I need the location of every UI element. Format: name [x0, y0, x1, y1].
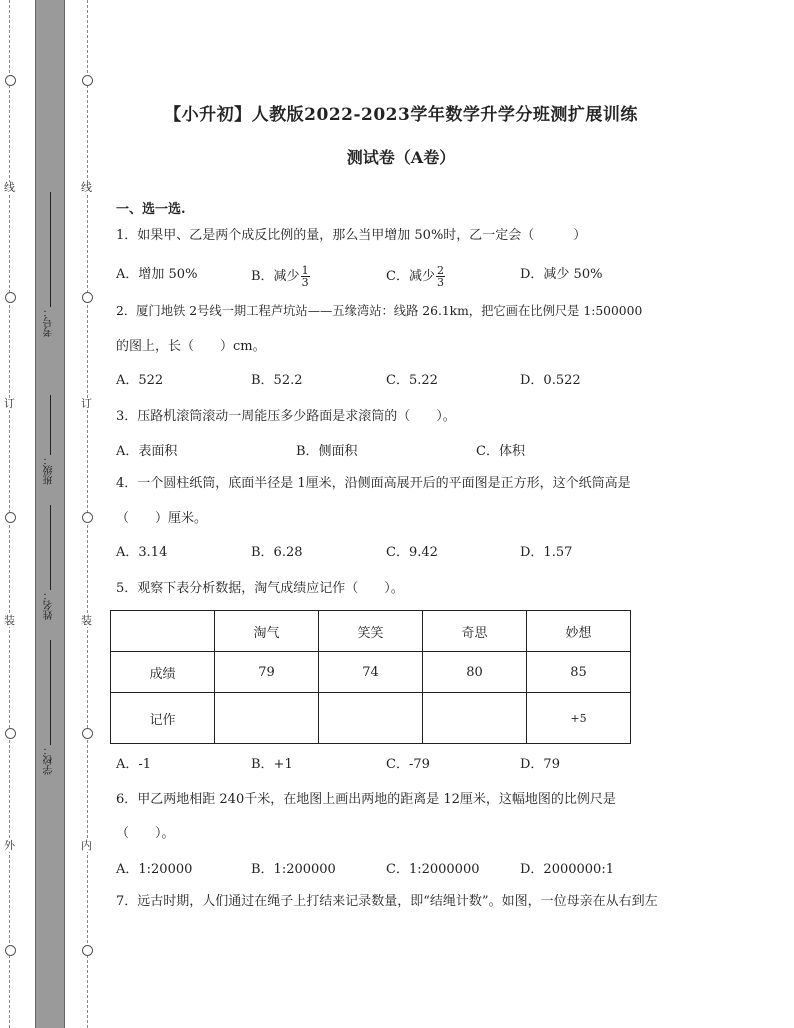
fraction-numerator: 2	[436, 264, 444, 277]
table-cell: +5	[527, 693, 631, 744]
binding-hole	[5, 75, 16, 86]
option-d[interactable]: D．1.57	[520, 545, 573, 560]
exam-subtitle: 测试卷（A卷）	[346, 148, 456, 167]
option-d[interactable]: D．减少 50%	[520, 267, 603, 282]
option-a[interactable]: A．522	[116, 373, 164, 388]
question-1: 1．如果甲、乙是两个成反比例的量，那么当甲增加 50%时，乙一定会（ ）	[116, 228, 587, 243]
table-cell	[423, 693, 527, 744]
binding-hole	[5, 945, 16, 956]
option-b[interactable]: B．+1	[251, 757, 293, 772]
section-heading: 一、选一选.	[116, 202, 186, 217]
question-2-options	[116, 371, 686, 391]
class-field[interactable]	[40, 395, 60, 485]
binding-margin	[0, 0, 100, 1028]
school-field[interactable]	[40, 640, 60, 775]
binding-hole	[82, 512, 93, 523]
binding-hole	[82, 728, 93, 739]
fraction-denominator: 3	[436, 276, 444, 289]
fraction-two-thirds	[436, 265, 445, 288]
option-b[interactable]: B．6.28	[251, 545, 303, 560]
table-cell: 记作	[111, 693, 215, 744]
table-header-cell	[111, 611, 215, 652]
name-underline	[50, 505, 51, 590]
question-4-options	[116, 543, 686, 563]
option-d[interactable]: D．0.522	[520, 373, 581, 388]
table-row	[111, 652, 631, 693]
margin-char-bind: 装	[81, 614, 92, 627]
question-3: 3．压路机滚筒滚动一周能压多少路面是求滚筒的（ ）。	[116, 409, 456, 424]
school-label: 学校：	[44, 745, 55, 775]
exam-title: 【小升初】人教版2022-2023学年数学升学分班测扩展训练	[164, 105, 638, 125]
table-header-cell: 妙想	[527, 611, 631, 652]
question-4-continued: （ ）厘米。	[116, 511, 208, 526]
table-header-cell: 奇思	[423, 611, 527, 652]
question-6-options	[116, 860, 686, 880]
binding-hole	[5, 728, 16, 739]
school-underline	[50, 640, 51, 745]
question-6: 6．甲乙两地相距 240千米，在地图上画出两地的距离是 12厘米，这幅地图的比例尺是	[116, 792, 616, 807]
option-a[interactable]: A．增加 50%	[116, 267, 198, 282]
table-cell: 74	[319, 652, 423, 693]
question-1-options	[116, 264, 686, 289]
option-b[interactable]	[251, 265, 310, 288]
question-4: 4．一个圆柱纸筒，底面半径是 1厘米，沿侧面高展开后的平面图是正方形，这个纸筒高是	[116, 476, 631, 491]
margin-char-line: 线	[4, 181, 15, 194]
question-2: 2．厦门地铁 2号线一期工程芦坑站——五缘湾站：线路 26.1km，把它画在比例尺是 1:500000	[116, 304, 643, 318]
option-c[interactable]: C．体积	[476, 444, 525, 459]
margin-char-order: 订	[4, 397, 15, 410]
margin-char-outer: 外	[4, 839, 15, 852]
student-id-field[interactable]	[40, 192, 60, 337]
option-b[interactable]: B．1:200000	[251, 862, 336, 877]
student-id-underline	[50, 192, 51, 307]
class-underline	[50, 395, 51, 455]
question-5: 5．观察下表分析数据，淘气成绩应记作（ ）。	[116, 581, 404, 596]
name-label: 姓名：	[44, 590, 55, 620]
question-6-continued: （ ）。	[116, 826, 175, 841]
question-7: 7．远古时期，人们通过在绳子上打结来记录数量，即“结绳计数”。如图，一位母亲在从右到左	[116, 894, 658, 909]
table-header-cell: 淘气	[215, 611, 319, 652]
score-table	[110, 610, 631, 744]
margin-char-inner: 内	[81, 839, 92, 852]
option-a[interactable]: A．1:20000	[116, 862, 193, 877]
name-field[interactable]	[40, 505, 60, 620]
table-cell: 79	[215, 652, 319, 693]
student-id-label: 考号：	[44, 307, 55, 337]
table-cell: 80	[423, 652, 527, 693]
option-d[interactable]: D．79	[520, 757, 560, 772]
option-d[interactable]: D．2000000:1	[520, 862, 614, 877]
option-c[interactable]: C．1:2000000	[386, 862, 480, 877]
question-2-continued: 的图上，长（ ）cm。	[116, 339, 266, 354]
option-a[interactable]: A．-1	[116, 757, 152, 772]
fraction-one-third	[301, 265, 310, 288]
option-c[interactable]	[386, 265, 445, 288]
option-c-text: C．减少	[386, 269, 435, 284]
table-row	[111, 693, 631, 744]
option-c[interactable]: C．5.22	[386, 373, 438, 388]
option-b[interactable]: B．侧面积	[296, 444, 358, 459]
table-header-row	[111, 611, 631, 652]
table-cell: 成绩	[111, 652, 215, 693]
question-3-options	[116, 442, 686, 462]
table-cell	[319, 693, 423, 744]
option-a[interactable]: A．表面积	[116, 444, 178, 459]
binding-hole	[82, 75, 93, 86]
binding-hole	[5, 512, 16, 523]
table-header-cell: 笑笑	[319, 611, 423, 652]
margin-char-bind: 装	[4, 614, 15, 627]
option-b[interactable]: B．52.2	[251, 373, 303, 388]
binding-hole	[82, 292, 93, 303]
class-label: 班级：	[44, 455, 55, 485]
margin-char-order: 订	[81, 397, 92, 410]
table-cell: 85	[527, 652, 631, 693]
fraction-denominator: 3	[301, 276, 309, 289]
option-a[interactable]: A．3.14	[116, 545, 168, 560]
option-c[interactable]: C．-79	[386, 757, 430, 772]
margin-char-line: 线	[81, 181, 92, 194]
option-c[interactable]: C．9.42	[386, 545, 438, 560]
question-5-options	[116, 755, 686, 775]
binding-hole	[82, 945, 93, 956]
fraction-numerator: 1	[301, 264, 309, 277]
table-cell	[215, 693, 319, 744]
option-b-text: B．减少	[251, 269, 300, 284]
binding-hole	[5, 292, 16, 303]
